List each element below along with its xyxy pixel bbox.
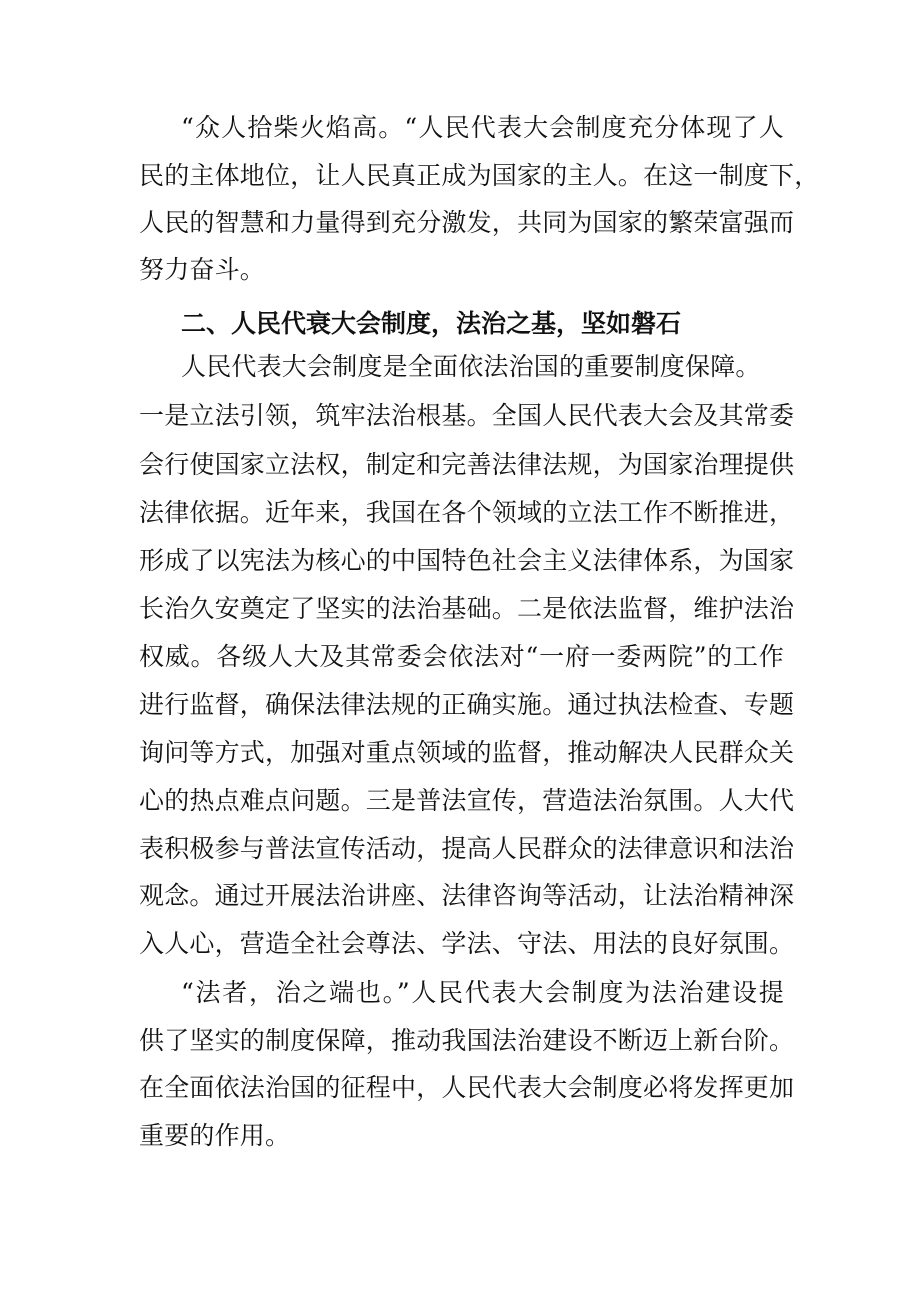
paragraph-2-line-8: 进行监督，确保法律法规的正确实施。通过执法检查、专题 (139, 690, 795, 719)
paragraph-2-line-1: 人民代表大会制度是全面依法治国的重要制度保障。 (181, 352, 761, 381)
paragraph-2-line-10: 心的热点难点问题。三是普法宣传，营造法治氛围。人大代 (139, 786, 795, 815)
section-heading: 二、人民代衰大会制度，法治之基，坚如磐石 (181, 309, 682, 338)
paragraph-3-line-3: 在全面依法治国的征程中，人民代表大会制度必将发挥更加 (139, 1073, 795, 1102)
paragraph-2-line-7: 权威。各级人大及其常委会依法对“一府一委两院”的工作 (139, 642, 784, 671)
paragraph-2-line-4: 法律依据。近年来，我国在各个领域的立法工作不断推进， (139, 498, 795, 527)
paragraph-2-line-5: 形成了以宪法为核心的中国特色社会主义法律体系，为国家 (139, 546, 795, 575)
paragraph-2-line-3: 会行使国家立法权，制定和完善法律法规，为国家治理提供 (139, 450, 795, 479)
paragraph-2-line-12: 观念。通过开展法治讲座、法律咨询等活动，让法治精神深 (139, 881, 795, 910)
paragraph-2-line-11: 表积极参与普法宣传活动，提高人民群众的法律意识和法治 (139, 834, 795, 863)
paragraph-2-line-6: 长治久安奠定了坚实的法治基础。二是依法监督，维护法治 (139, 594, 795, 623)
paragraph-3-line-1: “法者，治之端也。”人民代表大会制度为法治建设提 (181, 978, 784, 1007)
paragraph-2-line-9: 询问等方式，加强对重点领域的监督，推动解决人民群众关 (139, 738, 795, 767)
paragraph-2-line-2: 一是立法引领，筑牢法治根基。全国人民代表大会及其常委 (139, 401, 795, 430)
paragraph-2-line-13: 入人心，营造全社会尊法、学法、守法、用法的良好氛围。 (139, 929, 795, 958)
paragraph-1-line-4: 努力奋斗。 (139, 255, 266, 284)
paragraph-3-line-2: 供了坚实的制度保障，推动我国法治建设不断迈上新台阶。 (139, 1026, 795, 1055)
paragraph-1-line-2: 民的主体地位，让人民真正成为国家的主人。在这一制度下， (139, 161, 820, 190)
paragraph-1-line-1: “众人拾柴火焰高。“人民代表大会制度充分体现了人 (181, 113, 784, 142)
paragraph-1-line-3: 人民的智慧和力量得到充分激发，共同为国家的繁荣富强而 (139, 208, 795, 237)
paragraph-3-line-4: 重要的作用。 (139, 1121, 291, 1150)
